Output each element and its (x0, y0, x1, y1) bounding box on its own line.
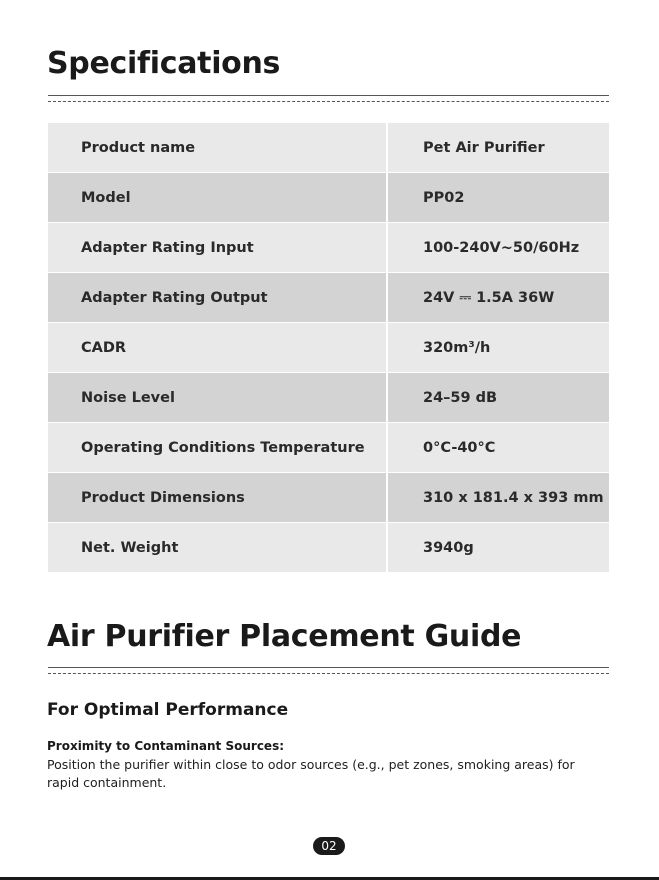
page-number-badge: 02 (313, 837, 345, 855)
spec-value: Pet Air Purifier (388, 123, 609, 173)
table-row (48, 173, 609, 223)
spec-value: 310 x 181.4 x 393 mm (388, 473, 609, 523)
placement-subtitle: For Optimal Performance (47, 700, 289, 720)
table-row (48, 473, 609, 523)
table-row (48, 323, 609, 373)
specifications-table (48, 123, 609, 573)
table-row (48, 273, 609, 323)
point-heading: Proximity to Contaminant Sources: (47, 739, 285, 753)
spec-label: Net. Weight (48, 523, 388, 573)
spec-value: 0°C-40°C (388, 423, 609, 473)
table-row (48, 523, 609, 573)
section-divider (48, 667, 609, 674)
spec-label: Model (48, 173, 388, 223)
spec-value: 24–59 dB (388, 373, 609, 423)
point-text: Position the purifier within close to odor sources (e.g., pet zones, smoking areas) for rapid containment. (47, 757, 575, 790)
table-row (48, 223, 609, 273)
spec-label: CADR (48, 323, 388, 373)
spec-value: 320m³/h (388, 323, 609, 373)
spec-label: Product Dimensions (48, 473, 388, 523)
spec-value: 24V ⎓ 1.5A 36W (388, 273, 609, 323)
spec-value: 3940g (388, 523, 609, 573)
spec-label: Adapter Rating Input (48, 223, 388, 273)
table-row (48, 373, 609, 423)
spec-label: Noise Level (48, 373, 388, 423)
spec-value: 100-240V~50/60Hz (388, 223, 609, 273)
specifications-title: Specifications (47, 46, 281, 81)
spec-label: Adapter Rating Output (48, 273, 388, 323)
spec-label: Product name (48, 123, 388, 173)
spec-label: Operating Conditions Temperature (48, 423, 388, 473)
spec-value: PP02 (388, 173, 609, 223)
table-row (48, 423, 609, 473)
placement-guide-title: Air Purifier Placement Guide (47, 619, 522, 654)
section-divider (48, 95, 609, 102)
table-row (48, 123, 609, 173)
